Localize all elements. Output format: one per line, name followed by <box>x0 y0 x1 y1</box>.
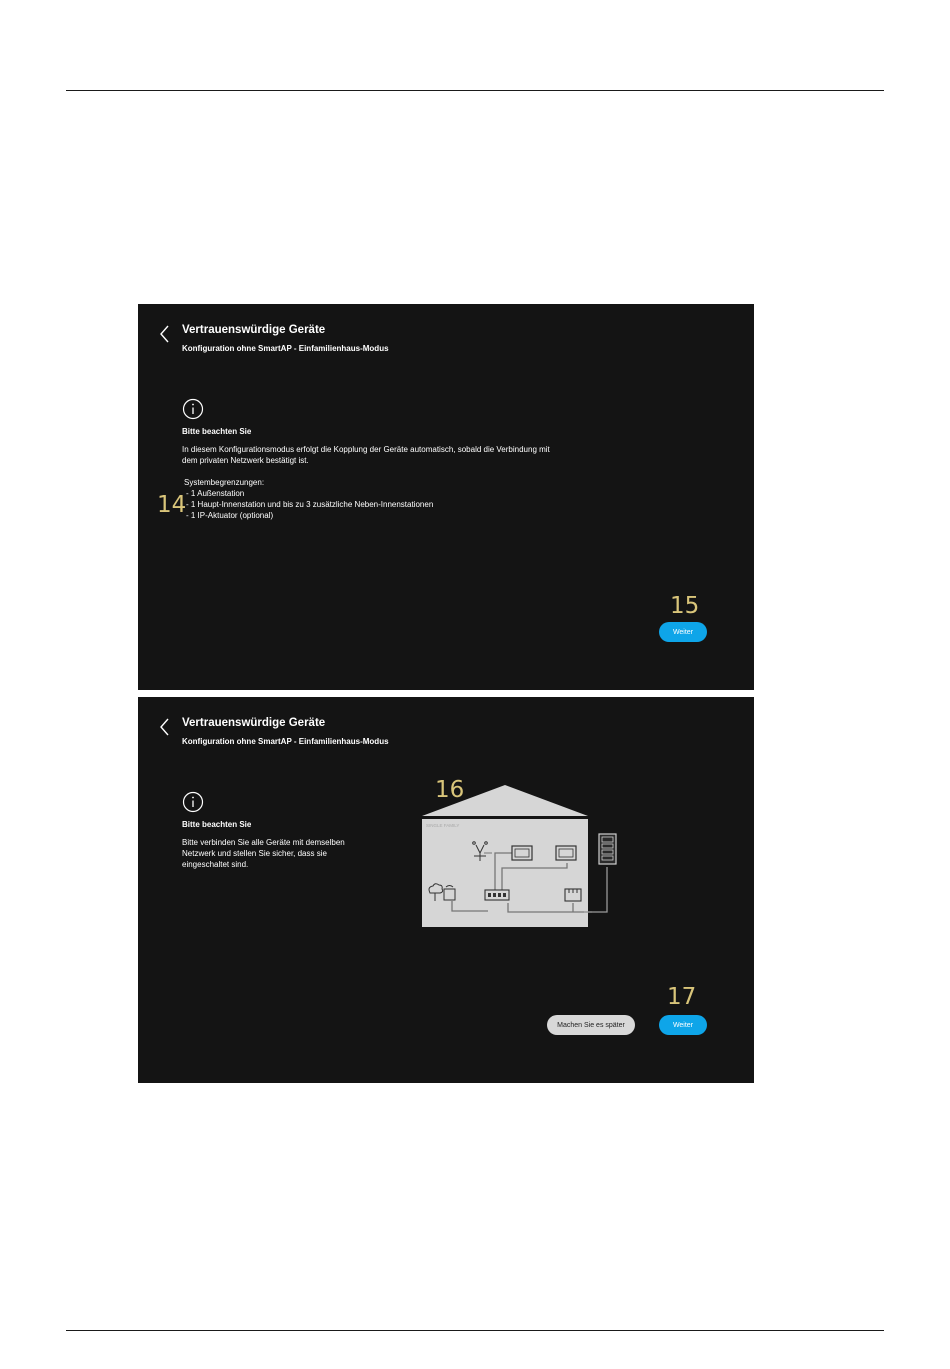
note-title: Bitte beachten Sie <box>182 427 252 436</box>
limit-item: - 1 IP-Aktuator (optional) <box>186 511 274 520</box>
chevron-left-icon[interactable] <box>158 717 172 737</box>
outdoor-cable <box>584 865 614 917</box>
page-title: Vertrauenswürdige Geräte <box>182 717 326 729</box>
note-line: In diesem Konfigurationsmodus erfolgt die Kopplung der Geräte automatisch, sobald die Verbindung mit <box>182 445 550 454</box>
note-line: Netzwerk und stellen Sie sicher, dass sie <box>182 849 327 858</box>
top-rule <box>66 90 884 91</box>
limit-item: - 1 Außenstation <box>186 489 245 498</box>
screen-trusted-devices-2 <box>138 697 754 1083</box>
indoor-station-icon <box>512 846 532 860</box>
limit-item: - 1 Haupt-Innenstation und bis zu 3 zusätzliche Neben-Innenstationen <box>186 500 434 509</box>
note-line: dem privaten Netzwerk bestätigt ist. <box>182 456 309 465</box>
next-button[interactable]: Weiter <box>659 622 707 642</box>
note-title: Bitte beachten Sie <box>182 820 252 829</box>
network-diagram <box>422 783 592 931</box>
system-limits <box>184 477 433 521</box>
note-line: eingeschaltet sind. <box>182 860 249 869</box>
page-subtitle: Konfiguration ohne SmartAP - Einfamilienhaus-Modus <box>182 737 389 746</box>
callout-marker: 17 <box>667 984 697 1010</box>
indoor-station-icon <box>556 846 576 860</box>
page-subtitle: Konfiguration ohne SmartAP - Einfamilienhaus-Modus <box>182 344 389 353</box>
info-circle-icon <box>182 791 204 813</box>
note-paragraph <box>182 837 345 870</box>
house-body <box>422 819 588 927</box>
note-paragraph <box>182 444 550 466</box>
callout-marker: 15 <box>670 593 700 619</box>
info-circle-icon <box>182 398 204 420</box>
do-later-button[interactable]: Machen Sie es später <box>547 1015 635 1035</box>
limits-heading: Systembegrenzungen: <box>184 478 265 487</box>
bottom-rule <box>66 1330 884 1331</box>
screen-trusted-devices-1 <box>138 304 754 690</box>
chevron-left-icon[interactable] <box>158 324 172 344</box>
next-button[interactable]: Weiter <box>659 1015 707 1035</box>
house-label: SINGLE FAMILY <box>426 823 460 828</box>
callout-marker: 16 <box>435 777 465 803</box>
outdoor-station-icon <box>598 833 618 867</box>
note-line: Bitte verbinden Sie alle Geräte mit demselben <box>182 838 345 847</box>
page-title: Vertrauenswürdige Geräte <box>182 324 326 336</box>
network-switch-icon <box>485 890 509 900</box>
callout-marker: 14 <box>157 492 187 518</box>
actuator-module-icon <box>565 889 581 901</box>
